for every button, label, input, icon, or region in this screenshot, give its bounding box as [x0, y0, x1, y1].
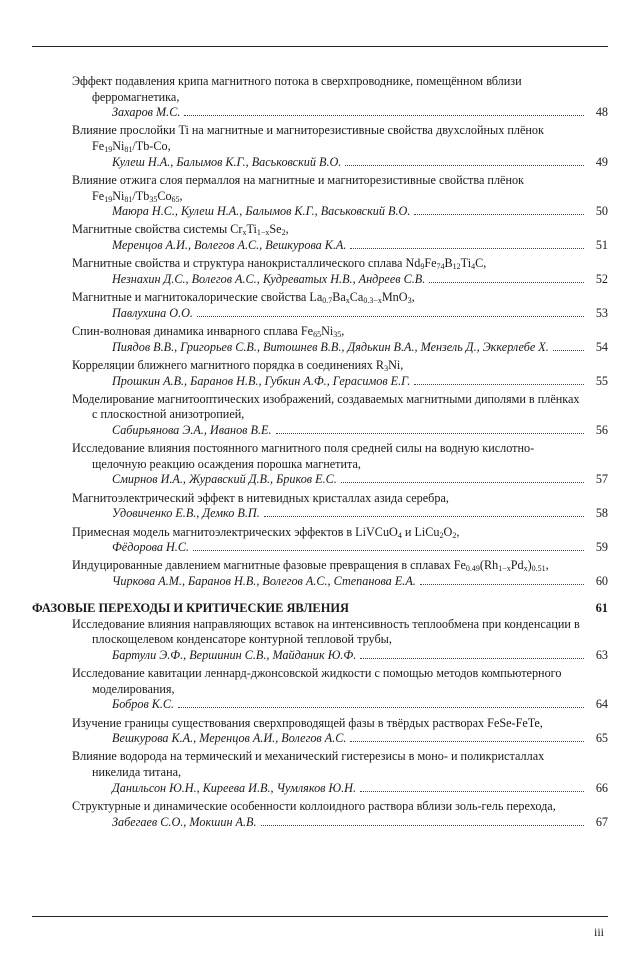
entry-authors: Меренцов А.И., Волегов А.С., Вешкурова К.А.: [112, 238, 347, 252]
entry-authors-line: [112, 155, 608, 171]
entry-page: 54: [595, 339, 608, 354]
entry-page: 51: [595, 238, 608, 252]
entry-authors: Незнахин Д.С., Волегов А.С., Кудреватых Н.В., Андреев С.В.: [112, 271, 426, 286]
toc-entry[interactable]: [32, 392, 608, 439]
entry-title: Изучение границы существования сверхпроводящей фазы в твёрдых растворах FeSe-FeTe,: [72, 715, 543, 730]
entry-authors: Чиркова А.М., Баранов Н.В., Волегов А.С., Степанова Е.А.: [112, 574, 416, 589]
dot-leader: [350, 741, 584, 742]
dot-leader: [420, 584, 584, 585]
toc-group-magnetism: [32, 74, 608, 590]
page-number: iii: [593, 925, 604, 939]
entry-title: Моделирование магнитооптических изображений, создаваемых магнитными диполями в плёнках с плоскостной анизотропией,: [72, 391, 580, 422]
entry-authors: Бартули Э.Ф., Вершинин С.В., Майданик Ю.Ф.: [112, 647, 357, 662]
entry-title: Влияние водорода на термический и механический гистерезисы в моно- и поликристаллах никелида титана,: [72, 749, 545, 780]
entry-authors-line: [112, 374, 608, 390]
entry-authors-line: [112, 340, 608, 356]
dot-leader: [553, 350, 584, 351]
entry-page: 57: [595, 472, 608, 487]
entry-authors-line: [112, 731, 608, 747]
dot-leader: [178, 707, 584, 708]
entry-title: Исследование влияния направляющих вставок на интенсивность теплообмена при конденсации в плоскощелевом конденсаторе контурной тепловой трубы,: [72, 616, 580, 647]
entry-authors-line: [112, 306, 608, 322]
entry-authors: Кулеш Н.А., Балымов К.Г., Васьковский В.О.: [112, 154, 342, 169]
entry-authors: Вешкурова К.А., Меренцов А.И., Волегов А.С.: [112, 731, 347, 746]
entry-authors-line: [112, 472, 608, 488]
entry-page: 53: [595, 305, 608, 320]
toc-entry[interactable]: [32, 324, 608, 355]
toc-entry[interactable]: [32, 749, 608, 796]
entry-page: 52: [595, 271, 608, 286]
toc-entry[interactable]: [32, 799, 608, 830]
entry-page: 60: [595, 574, 608, 589]
dot-leader: [197, 316, 584, 317]
entry-authors: Пиядов В.В., Григорьев С.В., Витошнев В.В., Дядькин В.А., Мензель Д., Эккерлебе Х.: [112, 339, 549, 354]
entry-title: Магнитоэлектрический эффект в нитевидных кристаллах азида серебра,: [72, 490, 449, 505]
dot-leader: [414, 384, 584, 385]
toc-entry[interactable]: [32, 666, 608, 713]
dot-leader: [345, 165, 584, 166]
top-rule: [32, 46, 608, 47]
toc-entry[interactable]: [32, 525, 608, 556]
toc-entry[interactable]: [32, 358, 608, 389]
dot-leader: [360, 791, 584, 792]
entry-authors-line: [112, 540, 608, 556]
entry-authors: Прошкин А.В., Баранов Н.В., Губкин А.Ф., Герасимов Е.Г.: [112, 373, 411, 388]
dot-leader: [276, 433, 585, 434]
dot-leader: [414, 214, 584, 215]
section-heading[interactable]: [32, 601, 608, 616]
entry-authors-line: [112, 204, 608, 220]
toc-entry[interactable]: [32, 290, 608, 321]
dot-leader: [350, 248, 584, 249]
entry-authors: Фёдорова Н.С.: [112, 540, 190, 555]
dot-leader: [184, 115, 584, 116]
entry-authors-line: [112, 272, 608, 288]
entry-authors: Удовиченко Е.В., Демко В.П.: [112, 506, 260, 521]
entry-page: 50: [595, 204, 608, 219]
bottom-rule: [32, 916, 608, 917]
entry-title: Магнитные свойства системы $Cr_xTi_{1-x}Se_2$,: [72, 222, 289, 238]
entry-authors: Сабирьянова Э.А., Иванов В.Е.: [112, 422, 272, 437]
toc-entry[interactable]: [32, 617, 608, 664]
entry-authors-line: [112, 105, 608, 121]
entry-authors-line: [112, 781, 608, 797]
entry-page: 67: [595, 814, 608, 829]
entry-authors: Захаров М.С.: [112, 105, 181, 120]
entry-authors: Забегаев С.О., Мокшин А.В.: [112, 814, 257, 829]
entry-page: 49: [595, 154, 608, 169]
entry-authors-line: [112, 506, 608, 522]
entry-title: Индуцированные давлением магнитные фазовые превращения в сплавах $Fe_{0.49}(Rh_{1-x}Pd_x)_{0.51}$,: [72, 558, 549, 574]
toc-entry[interactable]: [32, 558, 608, 589]
entry-page: 58: [595, 506, 608, 521]
entry-authors-line: [112, 238, 608, 254]
entry-title: Эффект подавления крипа магнитного потока в сверхпроводнике, помещённом вблизи ферромагнетика,: [72, 74, 522, 104]
dot-leader: [429, 282, 584, 283]
toc-entry[interactable]: [32, 256, 608, 287]
entry-authors-line: [112, 648, 608, 664]
dot-leader: [264, 516, 584, 517]
entry-authors-line: [112, 815, 608, 831]
entry-authors: Данильсон Ю.Н., Киреева И.В., Чумляков Ю.Н.: [112, 780, 356, 795]
entry-page: 66: [595, 780, 608, 795]
toc-group-phase-transitions: [32, 617, 608, 830]
entry-page: 56: [595, 422, 608, 437]
toc-entry[interactable]: [32, 491, 608, 522]
entry-title: Влияние прослойки Ti на магнитные и магниторезистивные свойства двухслойных плёнок $Fe_{19}Ni_{81}/Tb-Co$,: [72, 123, 544, 155]
toc-entry[interactable]: [32, 74, 608, 121]
dot-leader: [193, 550, 584, 551]
entry-page: 59: [595, 540, 608, 555]
entry-authors: Павлухина О.О.: [112, 305, 193, 320]
entry-title: Магнитные и магнитокалорические свойства $La_{0.7}Ba_xCa_{0.3-x}MnO_3$,: [72, 290, 415, 306]
entry-page: 65: [595, 731, 608, 746]
entry-title: Структурные и динамические особенности коллоидного раствора вблизи золь-гель перехода,: [72, 798, 556, 813]
entry-title: Примесная модель магнитоэлектрических эффектов в LiVCuO$_4$ и $LiCu_2O_2$,: [72, 524, 460, 540]
entry-title: Спин-волновая динамика инварного сплава $Fe_{65}Ni_{35}$,: [72, 324, 345, 340]
section-title: ФАЗОВЫЕ ПЕРЕХОДЫ И КРИТИЧЕСКИЕ ЯВЛЕНИЯ: [32, 600, 349, 615]
table-of-contents: [32, 74, 608, 833]
entry-page: 55: [595, 373, 608, 388]
toc-entry[interactable]: [32, 222, 608, 253]
entry-title: Исследование кавитации леннард-джонсовской жидкости с помощью методов компьютерного моделирования,: [72, 666, 562, 696]
entry-title: Корреляции ближнего магнитного порядка в соединениях $R_3Ni$,: [72, 357, 404, 373]
dot-leader: [261, 825, 584, 826]
entry-page: 63: [595, 647, 608, 662]
entry-title: Исследование влияния постоянного магнитного поля средней силы на водную кислотно-щелочную реакцию осаждения порошка магнетита,: [72, 441, 535, 471]
entry-page: 48: [595, 105, 608, 120]
entry-authors-line: [112, 423, 608, 439]
entry-page: 64: [595, 697, 608, 712]
entry-authors-line: [112, 697, 608, 713]
entry-authors: Смирнов И.А., Журавский Д.В., Бриков Е.С.: [112, 472, 337, 487]
entry-authors: Маюра Н.С., Кулеш Н.А., Балымов К.Г., Васьковский В.О.: [112, 204, 411, 219]
toc-entry[interactable]: [32, 716, 608, 747]
entry-title: Магнитные свойства и структура нанокристаллического сплава $Nd_9Fe_{74}B_{12}Ti_4C$,: [72, 256, 487, 272]
section-page: 61: [595, 600, 608, 615]
dot-leader: [341, 482, 584, 483]
toc-entry[interactable]: [32, 123, 608, 170]
toc-entry[interactable]: [32, 441, 608, 488]
entry-authors: Бобров К.С.: [112, 697, 175, 712]
toc-entry[interactable]: [32, 173, 608, 220]
entry-title: Влияние отжига слоя пермаллоя на магнитные и магниторезистивные свойства плёнок $Fe_{19}Ni_{81}/Tb_{35}Co_{65}$,: [72, 172, 524, 204]
entry-authors-line: [112, 574, 608, 590]
dot-leader: [360, 658, 584, 659]
